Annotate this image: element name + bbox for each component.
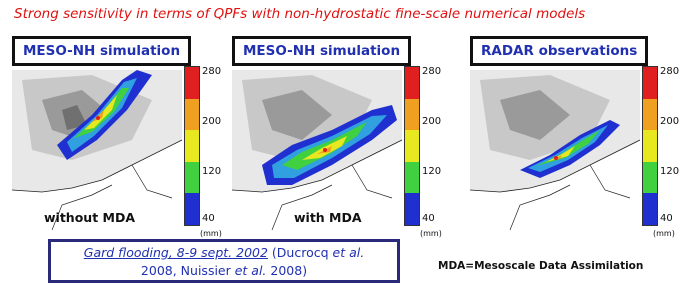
colorbar-unit: (mm): [200, 229, 222, 238]
citation-box: [48, 239, 400, 283]
panel-title: RADAR observations: [470, 36, 648, 66]
colorbar-tick: 200: [202, 116, 222, 127]
colorbar-tick: 200: [660, 116, 679, 127]
colorbar-unit: (mm): [653, 229, 675, 238]
panel-radar: [470, 36, 679, 238]
panel-with-mda: [232, 36, 442, 238]
colorbar-tick: 120: [422, 166, 442, 177]
panel-title: MESO-NH simulation: [232, 36, 411, 66]
colorbar-tick: 120: [202, 166, 222, 177]
panel-caption: with MDA: [294, 210, 362, 225]
colorbar-tick: 280: [422, 66, 442, 77]
mda-definition: MDA=Mesoscale Data Assimilation: [438, 260, 644, 272]
citation-text: (Ducrocq: [267, 245, 333, 260]
panel-without-mda: [12, 36, 222, 238]
colorbar-tick: 40: [660, 213, 673, 224]
panel-caption: without MDA: [44, 210, 136, 225]
colorbar-tick: 280: [660, 66, 679, 77]
rainfall-map: [470, 70, 640, 230]
citation-text: 2008, Nuissier: [140, 263, 235, 278]
colorbar-tick: 280: [202, 66, 222, 77]
colorbar-tick: 40: [202, 213, 215, 224]
rainfall-map: [12, 70, 182, 230]
colorbar-tick: 120: [660, 166, 679, 177]
colorbar: [404, 66, 420, 226]
colorbar-tick: 40: [422, 213, 435, 224]
colorbar: [642, 66, 658, 226]
panel-title: MESO-NH simulation: [12, 36, 191, 66]
event-link[interactable]: Gard flooding, 8-9 sept. 2002: [83, 245, 268, 260]
colorbar: [184, 66, 200, 226]
colorbar-unit: (mm): [420, 229, 442, 238]
rainfall-map: [232, 70, 402, 230]
citation-etal: et al.: [332, 245, 365, 260]
citation-etal: et al.: [234, 263, 267, 278]
colorbar-tick: 200: [422, 116, 442, 127]
slide-heading: Strong sensitivity in terms of QPFs with non-hydrostatic fine-scale numerical models: [14, 6, 586, 22]
citation-text: 2008): [266, 263, 308, 278]
